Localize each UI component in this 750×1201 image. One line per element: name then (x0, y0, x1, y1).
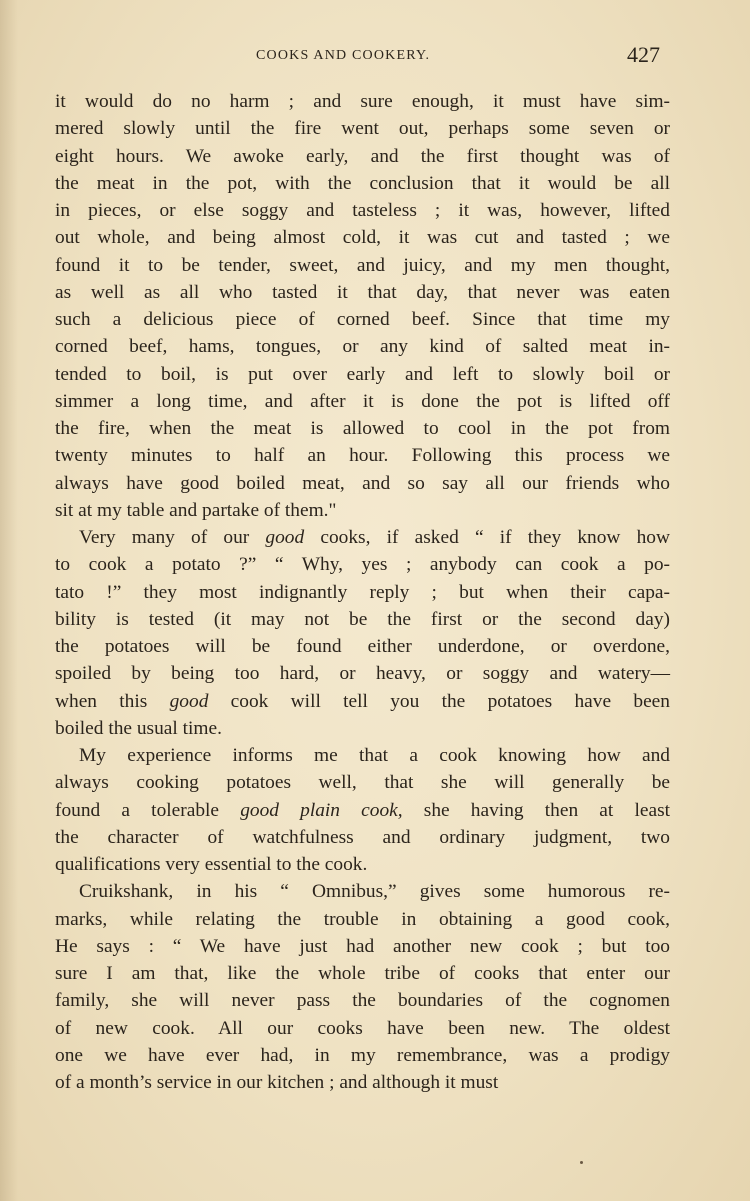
paragraph (55, 524, 670, 742)
text-run: cook will tell you the potatoes have been (208, 690, 670, 712)
text-line: marks, while relating the trouble in obtaining a good cook, (55, 908, 670, 930)
text-line: sit at my table and partake of them." (55, 499, 337, 521)
text-line: He says : “ We have just had another new cook ; but too (55, 935, 670, 957)
text-line: found it to be tender, sweet, and juicy, and my men thought, (55, 254, 670, 276)
text-line: of a month’s service in our kitchen ; and although it must (55, 1072, 499, 1093)
paragraph (55, 88, 670, 524)
paper-speck (580, 1161, 583, 1164)
body-text (55, 88, 670, 1096)
text-line: eight hours. We awoke early, and the first thought was of (55, 145, 670, 167)
running-title: COOKS AND COOKERY. (256, 48, 431, 63)
page-number: 427 (627, 42, 660, 67)
text-line: the meat in the pot, with the conclusion that it would be all (55, 172, 670, 194)
text-line: the character of watchfulness and ordinary judgment, two (55, 826, 670, 848)
text-line: the fire, when the meat is allowed to cool in the pot from (55, 418, 670, 439)
paragraph (55, 878, 670, 1096)
italic-run: good (169, 690, 209, 712)
text-line: Cruikshank, in his “ Omnibus,” gives some humorous re- (79, 881, 670, 903)
text-line: always cooking potatoes well, that she will generally be (55, 772, 670, 794)
text-line: simmer a long time, and after it is done the pot is lifted off (55, 390, 670, 412)
text-line: one we have ever had, in my remembrance, was a prodigy (55, 1044, 670, 1066)
text-line: as well as all who tasted it that day, that never was eaten (55, 281, 670, 303)
text-line: to cook a potato ?” “ Why, yes ; anybody can cook a po- (55, 554, 670, 576)
text-run: she having then at least (402, 799, 670, 821)
text-line: mered slowly until the fire went out, perhaps some seven or (55, 118, 670, 140)
text-run: when this (55, 690, 170, 712)
running-head (0, 40, 750, 74)
text-run: Very many of our (79, 527, 266, 548)
text-run: found a tolerable (55, 799, 241, 821)
text-line: tended to boil, is put over early and left to slowly boil or (55, 363, 670, 385)
text-line: such a delicious piece of corned beef. Since that time my (55, 309, 670, 330)
text-line: twenty minutes to half an hour. Following this process we (55, 445, 670, 467)
text-line: family, she will never pass the boundaries of the cognomen (55, 990, 670, 1012)
paragraph (55, 742, 670, 878)
text-line (55, 688, 670, 715)
text-line: out whole, and being almost cold, it was cut and tasted ; we (55, 227, 670, 249)
text-line: of new cook. All our cooks have been new. The oldest (55, 1017, 670, 1039)
text-line (55, 524, 670, 551)
text-line: it would do no harm ; and sure enough, it must have sim- (55, 91, 670, 112)
italic-run: good (265, 527, 305, 548)
text-line: in pieces, or else soggy and tasteless ; it was, however, lifted (55, 200, 670, 221)
text-line: My experience informs me that a cook knowing how and (79, 745, 670, 766)
text-line (55, 797, 670, 824)
text-line: boiled the usual time. (55, 717, 222, 739)
text-line: qualifications very essential to the cook. (55, 854, 368, 875)
text-line: the potatoes will be found either underdone, or overdone, (55, 636, 670, 657)
text-line: spoiled by being too hard, or heavy, or soggy and watery— (55, 663, 670, 685)
text-line: sure I am that, like the whole tribe of cooks that enter our (55, 963, 670, 984)
text-line: always have good boiled meat, and so say all our friends who (55, 472, 670, 494)
text-line: bility is tested (it may not be the first or the second day) (55, 608, 670, 630)
italic-run: good plain cook, (240, 799, 403, 821)
text-line: corned beef, hams, tongues, or any kind of salted meat in- (55, 336, 670, 358)
text-run: cooks, if asked “ if they know how (304, 527, 670, 548)
text-line: tato !” they most indignantly reply ; but when their capa- (55, 581, 670, 603)
